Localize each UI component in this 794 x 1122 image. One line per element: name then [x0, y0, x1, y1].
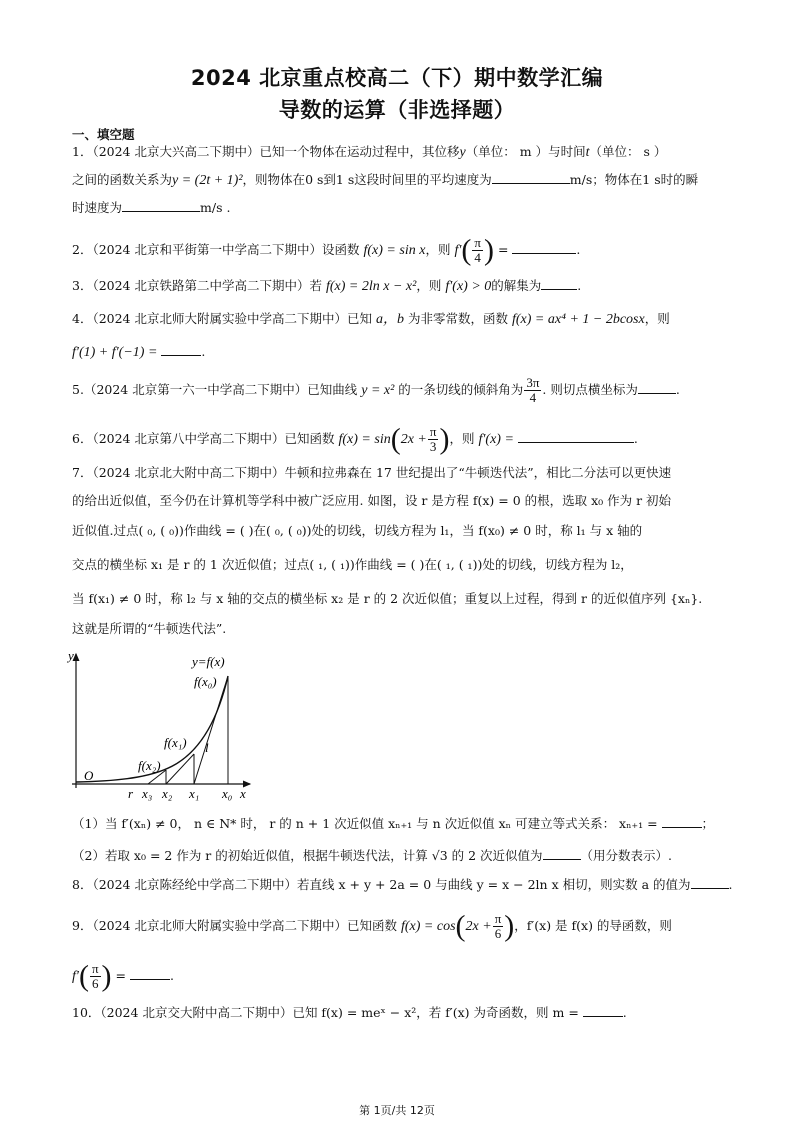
page-title: 2024 北京重点校高二（下）期中数学汇编: [190, 66, 604, 90]
question-7-line-5: 当 f(x₁) ≠ 0 时，称 l₂ 与 x 轴的交点的横坐标 x₂ 是 r 的 2 次近似值；重复以上过程，得到 r 的近似值序列 {xₙ}.: [72, 591, 703, 606]
question-7-line-6: 这就是所谓的“牛顿迭代法”.: [72, 621, 227, 636]
tick-r: r: [128, 786, 134, 801]
question-8: 8．（2024 北京陈经纶中学高二下期中）若直线 x + y + 2a = 0 与曲线 y = x − 2ln x 相切，则实数 a 的值为 .: [72, 877, 733, 892]
tangent-l1: [194, 676, 228, 784]
answer-blank[interactable]: [512, 241, 576, 254]
answer-blank[interactable]: [638, 381, 676, 394]
fraction: $\frac{\pi}{6}$: [494, 911, 502, 941]
question-10: 10．（2024 北京交大附中高二下期中）已知 f(x) = meˣ − x²，若 f′(x) 为奇函数，则 m = .: [72, 1005, 627, 1020]
question-9-line-1: 9．（2024 北京北师大附属实验中学高二下期中）已知函数 f(x) = cos(2x + $\frac{\pi}{6}$ )，f′(x) 是 f(x) 的导函数，则: [72, 909, 672, 943]
question-7-line-4: 交点的横坐标 x₁ 是 r 的 1 次近似值；过点( ₁, ( ₁))作曲线 = ( )在( ₁, ( ₁))处的切线，切线方程为 l₂，: [72, 557, 633, 572]
fraction: $\frac{3\pi}{4}$: [526, 375, 540, 405]
l-label: l: [205, 740, 209, 755]
page-footer: 第 1页/共 12页: [359, 1104, 435, 1117]
question-7-line-3: 近似值.过点( ₀, ( ₀))作曲线 = ( )在( ₀, ( ₀))处的切线，切线方程为 l₁，当 f(x₀) ≠ 0 时，称 l₁ 与 x 轴的: [72, 523, 643, 538]
question-7-line-1: 7．（2024 北京北大附中高二下期中）牛顿和拉弗森在 17 世纪提出了“牛顿迭代法”，相比二分法可以更快速: [72, 465, 672, 480]
tangent-l2: [166, 754, 194, 784]
tick-x1: x₁: [189, 786, 200, 801]
question-1-line-3: 时速度为 m/s .: [72, 200, 231, 215]
question-5: 5.（2024 北京第一六一中学高二下期中）已知曲线 y = x² 的一条切线的倾斜角为 $\frac{3\pi}{4}$ . 则切点横坐标为 .: [72, 375, 680, 405]
question-7-part-2: （2）若取 x₀ = 2 作为 r 的初始近似值，根据牛顿迭代法，计算 √3 的 2 次近似值为 （用分数表示）.: [72, 848, 673, 863]
answer-blank[interactable]: [161, 343, 201, 356]
fraction: $\frac{\pi}{6}$: [91, 961, 99, 991]
question-1-line-1: 1．（2024 北京大兴高二下期中）已知一个物体在运动过程中，其位移y（单位： m ）与时间t（单位： s ）: [72, 144, 667, 160]
newton-method-figure: [66, 646, 262, 806]
tick-x0: x₀: [222, 786, 233, 801]
answer-blank[interactable]: [518, 430, 634, 443]
section-heading: 一、填空题: [72, 127, 135, 142]
answer-blank[interactable]: [662, 815, 702, 828]
fraction: $\frac{\pi}{4}$: [474, 235, 481, 265]
x-axis-label: x: [240, 786, 246, 801]
answer-blank[interactable]: [583, 1004, 623, 1017]
origin-label: O: [84, 768, 94, 783]
answer-blank[interactable]: [122, 199, 200, 212]
question-7-part-1: （1）当 f′(xₙ) ≠ 0， n ∈ N* 时， r 的 n + 1 次近似值 xₙ₊₁ 与 n 次近似值 xₙ 可建立等式关系： xₙ₊₁ = ；: [72, 816, 715, 831]
answer-blank[interactable]: [691, 876, 729, 889]
tick-x3: x₃: [142, 786, 153, 801]
answer-blank[interactable]: [541, 277, 577, 290]
answer-blank[interactable]: [492, 171, 570, 184]
tick-x2: x₂: [162, 786, 173, 801]
page-subtitle: 导数的运算（非选择题）: [278, 98, 516, 122]
question-9-line-2: f′( $\frac{\pi}{6}$ ) = .: [72, 959, 174, 993]
question-6: 6．（2024 北京第八中学高二下期中）已知函数 f(x) = sin(2x + $\frac{\pi}{3}$ )，则 f′(x) = .: [72, 422, 638, 456]
fx1-label: f(x₁): [164, 735, 187, 750]
question-7-line-2: 的给出近似值，至今仍在计算机等学科中被广泛应用. 如图，设 r 是方程 f(x) = 0 的根，选取 x₀ 作为 r 初始: [72, 493, 672, 508]
answer-blank[interactable]: [130, 967, 170, 980]
answer-blank[interactable]: [543, 847, 581, 860]
question-4-line-2: f′(1) + f′(−1) = .: [72, 344, 206, 360]
fx2-label: f(x₂): [138, 758, 161, 773]
fx0-label: f(x₀): [194, 674, 217, 689]
question-2: 2．（2024 北京和平街第一中学高二下期中）设函数 f(x) = sin x，则 f′( $\frac{\pi}{4}$ ) = .: [72, 233, 581, 267]
question-4-line-1: 4．（2024 北京北师大附属实验中学高二下期中）已知 a，b 为非零常数，函数 f(x) = ax⁴ + 1 − 2bcosx，则: [72, 311, 670, 327]
question-1-line-2: 之间的函数关系为y = (2t + 1)²，则物体在0 s到1 s这段时间里的平均速度为 m/s；物体在1 s时的瞬: [72, 172, 699, 188]
y-axis-label: y: [68, 648, 74, 663]
question-3: 3．（2024 北京铁路第二中学高二下期中）若 f(x) = 2ln x − x²，则 f′(x) > 0的解集为 .: [72, 278, 582, 294]
fraction: $\frac{\pi}{3}$: [429, 424, 437, 454]
curve-label: y=f(x): [192, 654, 225, 669]
